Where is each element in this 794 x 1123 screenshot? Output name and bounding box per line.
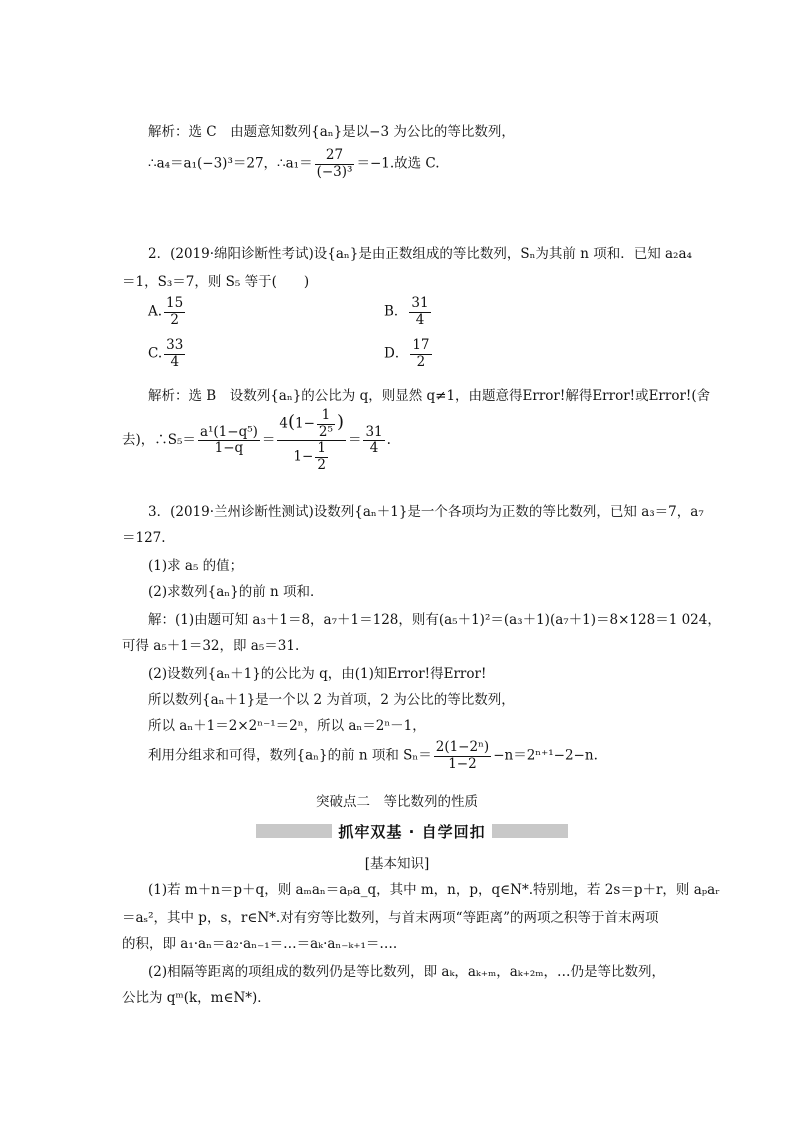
banner-title: 抓牢双基 · 自学回扣: [338, 822, 486, 841]
q3-text-a: 利用分组求和可得，数列{aₙ}的前 n 项和 Sₙ＝: [148, 747, 432, 764]
q3-part-1: (1)求 a₅ 的值；: [148, 558, 244, 574]
q3-text-b: −n＝2ⁿ⁺¹−2−n.: [493, 747, 598, 764]
q3-stem-line-2: ＝127.: [122, 530, 166, 546]
q3-fraction: [434, 740, 491, 772]
frac-den: 4: [415, 311, 425, 328]
frac-den: 2: [170, 311, 179, 328]
frac-num: 4(1− $\frac{1}{\text{2⁵}}$ ): [279, 407, 344, 440]
option-label: B．: [384, 303, 408, 320]
frac-num: a¹(1−q⁵): [199, 423, 258, 440]
equals-sign: ＝: [347, 432, 362, 449]
q1-analysis-line-1: 解析：选 C 由题意知数列{aₙ}是以−3 为公比的等比数列，: [148, 124, 515, 140]
section-heading: 突破点二 等比数列的性质: [316, 794, 478, 810]
option-fraction: [409, 296, 430, 328]
frac-num: 17: [412, 337, 430, 353]
q2-option-b: [384, 296, 433, 328]
frac-num: 1: [317, 408, 335, 425]
q2-option-d: [384, 338, 434, 370]
q2-fraction-1: [198, 425, 260, 457]
knowledge-1-line-2: ＝aₛ²，其中 p，s，r∈N*.对有穷等比数列，与首末两项“等距离”的两项之积等于首末两项: [122, 910, 659, 926]
frac-den: 4: [170, 353, 180, 370]
option-fraction: [164, 338, 185, 370]
q3-solution-line-5: 所以 aₙ＋1＝2×2ⁿ⁻¹＝2ⁿ，所以 aₙ＝2ⁿ－1，: [148, 718, 426, 734]
knowledge-2-line-2: 公比为 qᵐ(k，m∈N*)．: [122, 990, 271, 1006]
q1-fraction: [315, 148, 355, 180]
frac-num: 33: [166, 337, 184, 353]
q3-solution-line-1: 解：(1)由题可知 a₃＋1＝8，a₇＋1＝128，则有(a₅＋1)²＝(a₃＋1)(a₇＋1)＝8×128＝1 024，: [148, 612, 721, 628]
equals-sign: ＝: [261, 432, 276, 449]
q2-text-a: 去)，∴S₅＝: [122, 432, 196, 449]
q3-solution-line-6: [148, 740, 598, 772]
frac-den: 4: [369, 440, 379, 457]
option-label: D．: [384, 345, 409, 362]
banner-bar-right: [492, 824, 568, 838]
frac-den: 1−q: [214, 440, 244, 457]
knowledge-2-line-1: (2)相隔等距离的项组成的数列仍是等比数列，即 aₖ，aₖ₊ₘ，aₖ₊₂ₘ，…仍是等比数列，: [148, 964, 666, 980]
banner-bar-left: [256, 824, 332, 838]
q3-stem-line-1: 3．(2019·兰州诊断性测试)设数列{aₙ＋1}是一个各项均为正数的等比数列，已知 a₃＝7，a₇: [148, 504, 704, 520]
q1-frac-den: (−3)³: [316, 163, 353, 180]
frac-num: 31: [411, 295, 429, 311]
option-fraction: [410, 338, 431, 370]
frac-num: 31: [365, 423, 383, 440]
basic-knowledge-label: [基本知识]: [364, 856, 430, 872]
frac-den: [277, 441, 346, 473]
q3-solution-line-3: (2)设数列{aₙ＋1}的公比为 q，由(1)知Error!得Error!: [148, 666, 487, 682]
inner-fraction: [315, 441, 328, 473]
den-prefix: 1−: [293, 448, 314, 465]
q1-text-a: ∴a₄＝a₁(−3)³＝27，∴a₁＝: [148, 155, 313, 172]
q1-analysis-line-2: [148, 148, 440, 180]
option-fraction: [164, 296, 185, 328]
q3-solution-line-4: 所以数列{aₙ＋1}是一个以 2 为首项，2 为公比的等比数列，: [148, 692, 515, 708]
coefficient: 4: [279, 415, 288, 432]
period: .: [386, 432, 391, 449]
option-label: C.: [148, 345, 163, 362]
q3-part-2: (2)求数列{aₙ}的前 n 项和．: [148, 584, 324, 600]
frac-den: 2: [416, 353, 426, 370]
option-label: A.: [148, 303, 163, 320]
frac-num: 15: [166, 295, 184, 311]
q2-fraction-3: [363, 425, 384, 457]
frac-den: 1−2: [448, 755, 477, 772]
knowledge-1-line-3: 的积，即 a₁·aₙ＝a₂·aₙ₋₁＝…＝aₖ·aₙ₋ₖ₊₁＝….: [122, 936, 398, 952]
q2-option-c: [148, 338, 187, 370]
q2-stem-line-2: ＝1，S₃＝7，则 S₅ 等于( ): [122, 274, 310, 290]
q2-fraction-2: [277, 408, 346, 473]
frac-den: 2: [317, 456, 326, 473]
q1-frac-num: 27: [315, 148, 355, 165]
inner-fraction: [317, 408, 335, 440]
knowledge-1-line-1: (1)若 m＋n＝p＋q，则 aₘaₙ＝aₚa_q，其中 m，n，p，q∈N*.特别地，若 2s＝p＋r，则 aₚaᵣ: [148, 882, 720, 898]
frac-den: 2⁵: [318, 423, 333, 440]
q2-analysis-line-2: [122, 408, 391, 473]
frac-num: 1: [317, 440, 326, 457]
q2-analysis-line-1: 解析：选 B 设数列{aₙ}的公比为 q，则显然 q≠1，由题意得Error!解得Error!或Error!(舍: [148, 388, 711, 404]
q2-option-a: [148, 296, 187, 328]
q1-text-b: ＝−1.故选 C.: [356, 155, 440, 172]
q3-solution-line-2: 可得 a₅＋1＝32，即 a₅＝31.: [122, 638, 300, 654]
frac-num: 2(1−2ⁿ): [435, 739, 490, 755]
section-banner: [256, 819, 568, 843]
q2-stem-line-1: 2．(2019·绵阳诊断性考试)设{aₙ}是由正数组成的等比数列，Sₙ为其前 n 项和．已知 a₂a₄: [148, 246, 692, 262]
